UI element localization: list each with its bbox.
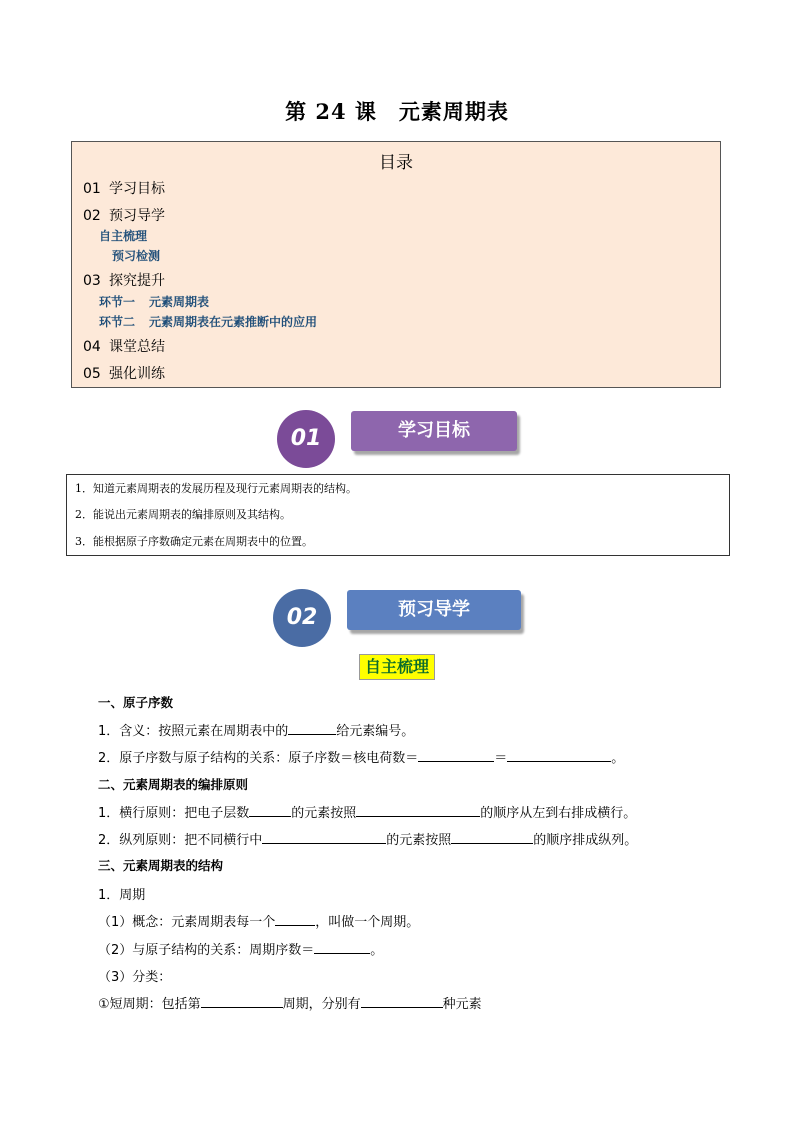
badge-label: 预习导学 [347,590,521,630]
content-line-5: 1．周期 [98,888,146,903]
toc-item-05[interactable]: 05 强化训练 [83,366,165,382]
fill-blank[interactable] [201,995,283,1008]
content-line-9: ①短周期：包括第 周期，分别有 种元素 [98,997,482,1012]
section-heading-1: 一、原子序数 [98,695,174,710]
fill-blank[interactable] [507,749,611,762]
toc-sub-self-study[interactable]: 自主梳理 [99,229,148,243]
badge-number: 02 [286,605,318,630]
goal-item: 1．知道元素周期表的发展历程及现行元素周期表的结构。 [75,482,357,495]
section-heading-3: 三、元素周期表的结构 [98,858,224,873]
goal-item: 2．能说出元素周期表的编排原则及其结构。 [75,508,291,521]
section-heading-2: 二、元素周期表的编排原则 [98,777,249,792]
goal-item: 3．能根据原子序数确定元素在周期表中的位置。 [75,535,313,548]
fill-blank[interactable] [361,995,443,1008]
fill-blank[interactable] [262,831,386,844]
fill-blank[interactable] [356,804,480,817]
toc-heading: 目录 [379,153,413,173]
badge-number: 01 [290,426,322,451]
fill-blank[interactable] [288,722,336,735]
toc-item-01[interactable]: 01 学习目标 [83,181,165,197]
content-line-4: 2．纵列原则：把不同横行中 的元素按照 的顺序排成纵列。 [98,833,638,848]
fill-blank[interactable] [418,749,494,762]
toc-item-04[interactable]: 04 课堂总结 [83,339,165,355]
fill-blank[interactable] [275,913,315,926]
content-line-6: （1）概念：元素周期表每一个 ，叫做一个周期。 [98,915,420,930]
toc-sub-preview-check[interactable]: 预习检测 [112,249,161,263]
self-study-heading: 自主梳理 [359,654,435,680]
fill-blank[interactable] [451,831,533,844]
fill-blank[interactable] [314,941,370,954]
learning-goals-box [66,474,730,556]
content-line-3: 1．横行原则：把电子层数 的元素按照 的顺序从左到右排成横行。 [98,806,637,821]
page-title: 第 24 课 元素周期表 [285,99,509,124]
content-line-2: 2．原子序数与原子结构的关系：原子序数＝核电荷数＝ ＝ 。 [98,751,625,766]
toc-item-02[interactable]: 02 预习导学 [83,208,165,224]
content-line-7: （2）与原子结构的关系：周期序数＝ 。 [98,943,384,958]
table-of-contents [71,141,721,388]
fill-blank[interactable] [249,804,291,817]
content-line-8: （3）分类： [98,970,172,985]
badge-label: 学习目标 [351,411,517,451]
toc-sub-section-1[interactable]: 环节一 元素周期表 [99,295,210,309]
toc-item-03[interactable]: 03 探究提升 [83,273,165,289]
content-line-1: 1．含义：按照元素在周期表中的 给元素编号。 [98,724,415,739]
toc-sub-section-2[interactable]: 环节二 元素周期表在元素推断中的应用 [99,315,318,329]
